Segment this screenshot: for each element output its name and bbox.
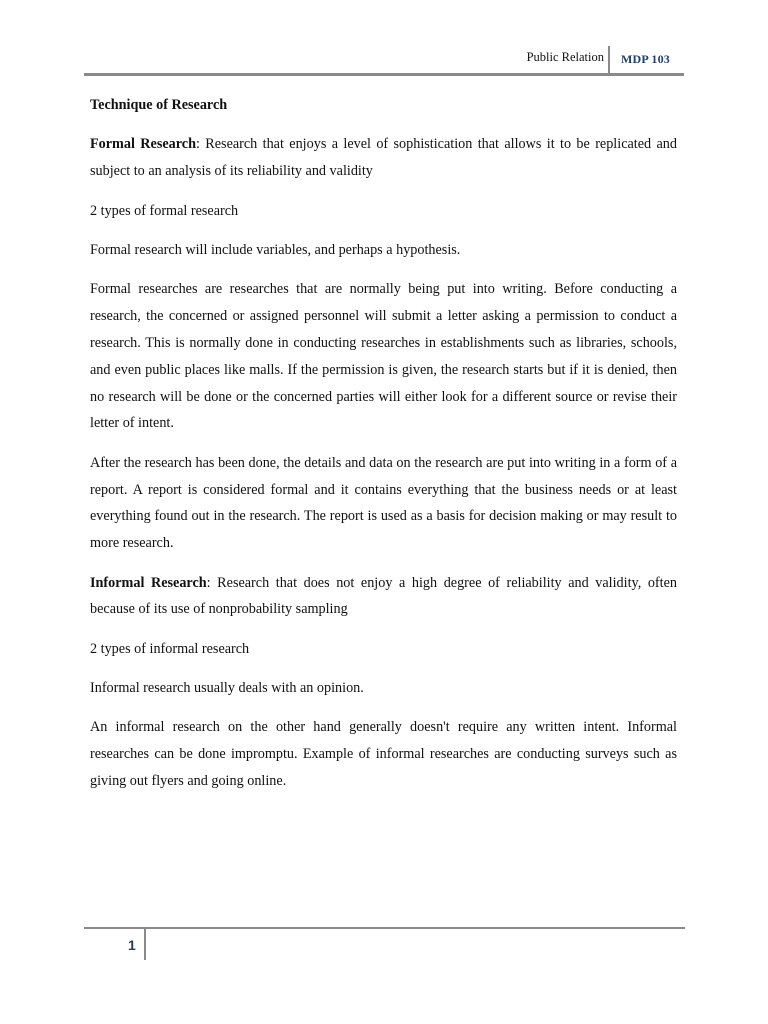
page-number: 1 — [128, 937, 136, 953]
formal-definition-paragraph — [90, 131, 677, 185]
informal-research-term: Informal Research — [90, 574, 207, 591]
formal-includes-paragraph: Formal research will include variables, and perhaps a hypothesis. — [90, 241, 461, 258]
formal-types-paragraph: 2 types of formal research — [90, 202, 239, 219]
formal-research-definition: : Research that enjoys a level of sophistication that allows it to be replicated and subject to an analysis of its reliability and validity — [90, 136, 677, 180]
document-body — [90, 92, 677, 807]
informal-intent-paragraph: An informal research on the other hand generally doesn't require any written intent. Informal researches can be done impromptu. Example of informal researches are conducting surveys such as giving out flyers and going online. — [90, 719, 677, 790]
header-rule — [84, 73, 684, 76]
informal-opinion-paragraph: Informal research usually deals with an opinion. — [90, 680, 364, 697]
section-heading: Technique of Research — [90, 97, 228, 113]
page-footer — [84, 927, 685, 963]
formal-research-term: Formal Research — [90, 136, 196, 153]
informal-types-paragraph: 2 types of informal research — [90, 640, 250, 657]
header-separator — [608, 46, 610, 74]
formal-report-paragraph: After the research has been done, the details and data on the research are put into writing in a form of a report. A report is considered formal and it contains everything that the business needs or at least everything found out in the research. The report is used as a basis for decision making or may result to more research. — [90, 454, 677, 552]
formal-writing-paragraph: Formal researches are researches that are normally being put into writing. Before conducting a research, the concerned or assigned personnel will submit a letter asking a permission to conduct a research. This is normally done in conducting researches in establishments such as libraries, schools, and even public places like malls. If the permission is given, the research starts but if it is denied, then no research will be done or the concerned parties will either look for a different source or revise their letter of intent. — [90, 281, 677, 432]
footer-rule — [84, 927, 685, 929]
page-header — [84, 44, 684, 76]
footer-separator — [144, 929, 146, 960]
header-course-code: MDP 103 — [620, 52, 670, 66]
header-title: Public Relation — [526, 50, 604, 64]
informal-definition-paragraph — [90, 570, 677, 624]
informal-research-definition: : Research that does not enjoy a high degree of reliability and validity, often because of its use of nonprobability sampling — [90, 574, 677, 618]
